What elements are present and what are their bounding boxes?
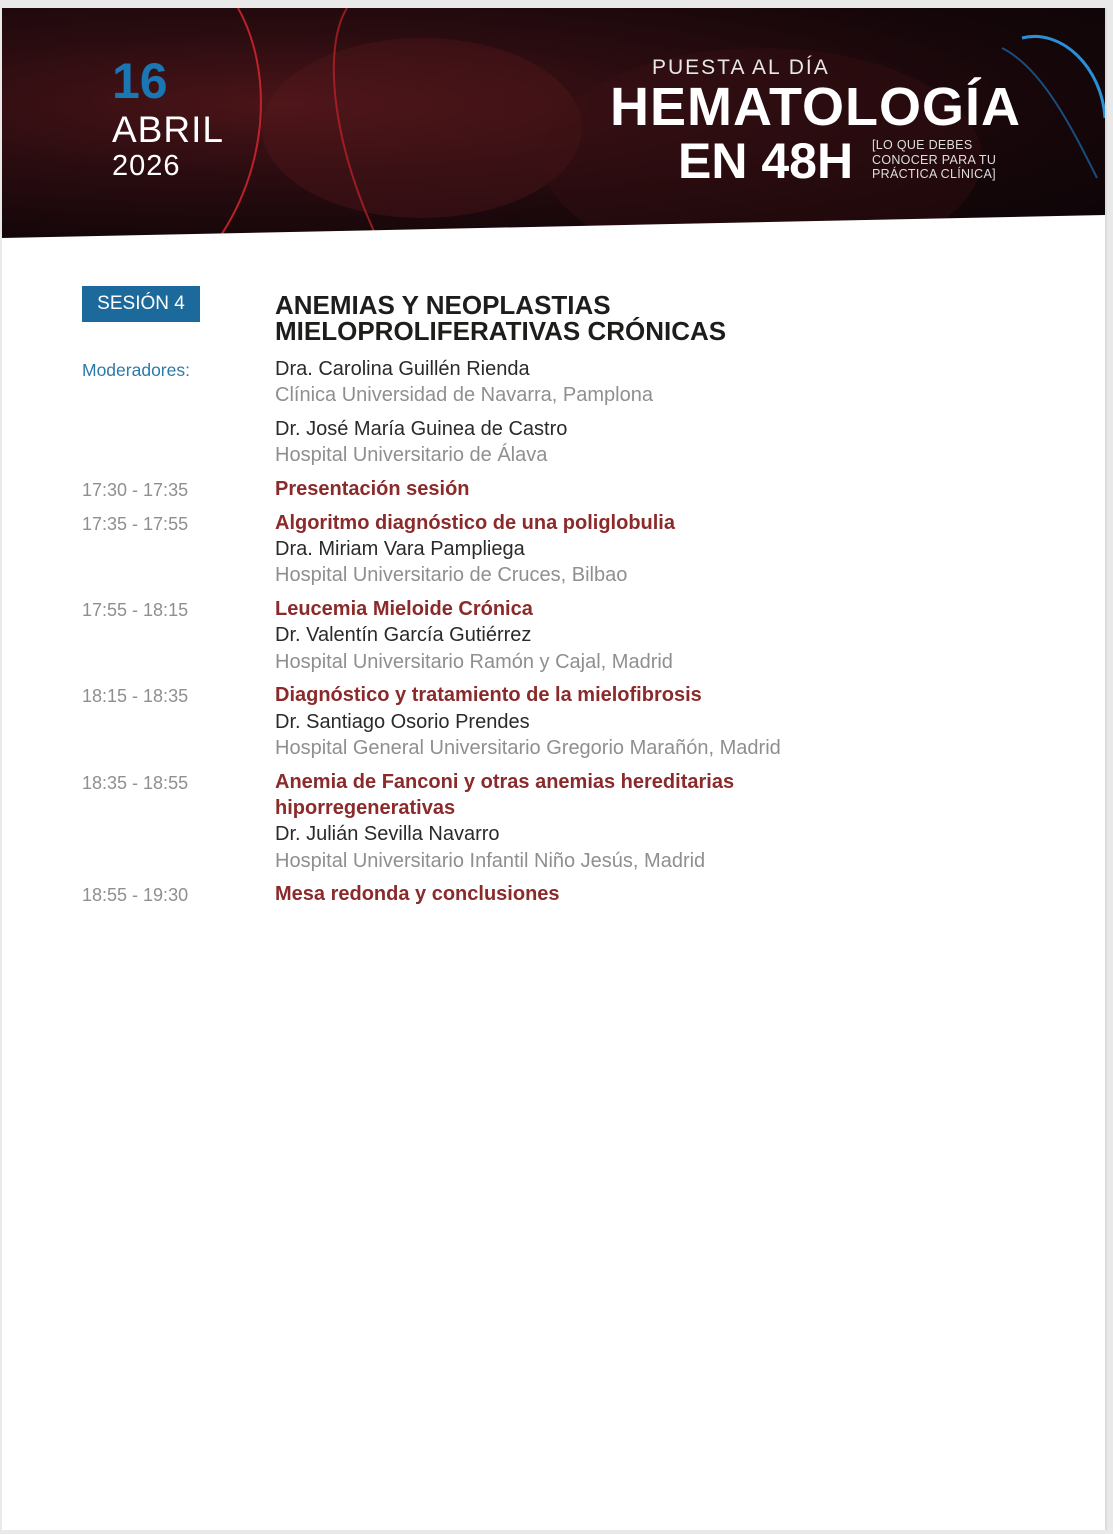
schedule-time: 18:55 - 19:30	[82, 885, 189, 905]
schedule-time: 17:55 - 18:15	[82, 600, 189, 620]
talk-title: Mesa redonda y conclusiones	[275, 883, 560, 905]
logo-tagline: [LO QUE DEBES CONOCER PARA TU PRÁCTICA CLÍNICA]	[872, 138, 997, 181]
talk-title-line1: Anemia de Fanconi y otras anemias hereditarias	[275, 771, 735, 793]
talk-title: Algoritmo diagnóstico de una poliglobulia	[275, 512, 675, 534]
moderators-label: Moderadores:	[82, 360, 190, 380]
schedule-time: 17:35 - 17:55	[82, 514, 189, 534]
header-banner	[2, 8, 1105, 248]
logo-tagline-top: PUESTA AL DÍA	[652, 56, 830, 79]
speaker-institution: Hospital Universitario Ramón y Cajal, Madrid	[275, 651, 673, 673]
session-title	[275, 292, 975, 344]
page-edge	[1105, 8, 1107, 1530]
date-month: ABRIL	[112, 109, 224, 150]
schedule-time: 18:35 - 18:55	[82, 773, 189, 793]
schedule-time: 18:15 - 18:35	[82, 686, 189, 706]
talk-title: Leucemia Mieloide Crónica	[275, 598, 533, 620]
speaker-name: Dr. Santiago Osorio Prendes	[275, 711, 530, 733]
session-badge: SESIÓN 4	[82, 286, 200, 322]
event-date	[112, 53, 224, 182]
speaker-name: Dr. Valentín García Gutiérrez	[275, 624, 532, 646]
moderator-institution: Hospital Universitario de Álava	[275, 444, 548, 466]
talk-title-line2: hiporregenerativas	[275, 797, 456, 819]
session-title-line1: ANEMIAS Y NEOPLASTIAS	[275, 290, 611, 320]
speaker-institution: Hospital General Universitario Gregorio Marañón, Madrid	[275, 737, 781, 759]
schedule-time: 17:30 - 17:35	[82, 480, 189, 500]
moderator-institution: Clínica Universidad de Navarra, Pamplona	[275, 384, 653, 406]
speaker-name: Dra. Miriam Vara Pampliega	[275, 538, 525, 560]
speaker-institution: Hospital Universitario de Cruces, Bilbao	[275, 564, 628, 586]
logo-title: HEMATOLOGÍA	[610, 77, 1021, 137]
date-year: 2026	[112, 150, 181, 182]
session-title-line2: MIELOPROLIFERATIVAS CRÓNICAS	[275, 316, 727, 346]
program-page	[2, 8, 1105, 1530]
logo-subtitle: EN 48H	[678, 133, 854, 189]
moderator-name: Dr. José María Guinea de Castro	[275, 418, 568, 440]
speaker-name: Dr. Julián Sevilla Navarro	[275, 823, 500, 845]
talk-title: Presentación sesión	[275, 478, 470, 500]
date-day: 16	[112, 53, 168, 109]
speaker-institution: Hospital Universitario Infantil Niño Jesús, Madrid	[275, 850, 706, 872]
talk-title: Diagnóstico y tratamiento de la mielofibrosis	[275, 684, 702, 706]
moderator-name: Dra. Carolina Guillén Rienda	[275, 358, 530, 380]
